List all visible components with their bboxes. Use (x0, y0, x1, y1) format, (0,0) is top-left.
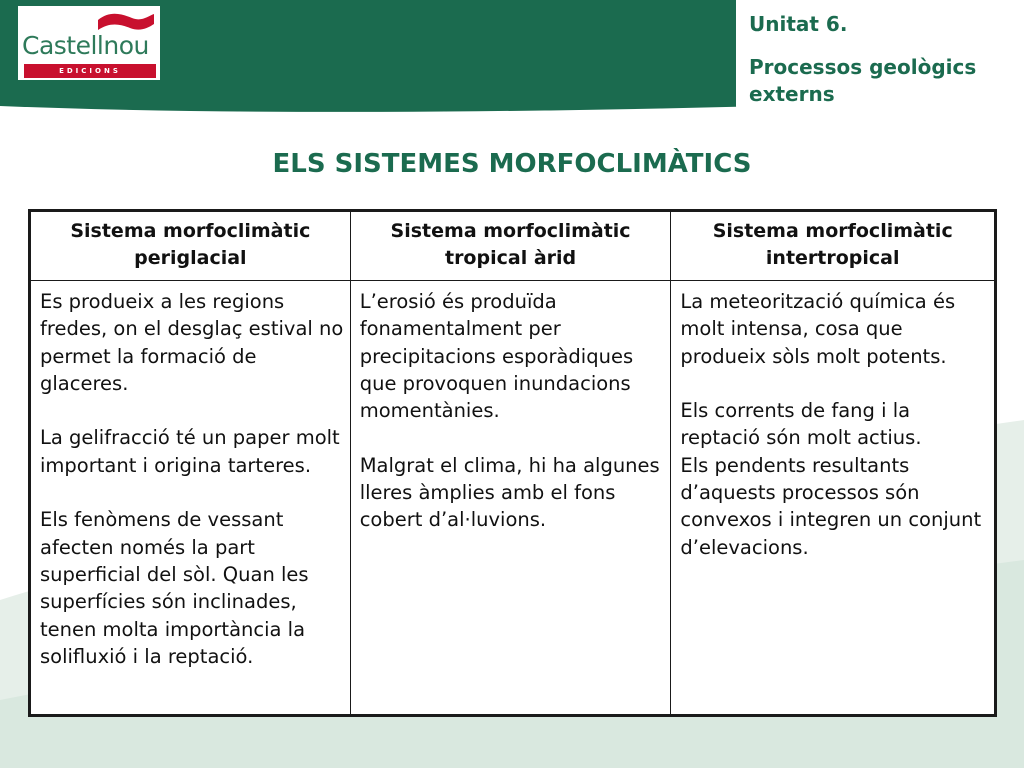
paragraph: La gelifracció té un paper molt important i origina tarteres. (40, 426, 340, 477)
table-row (30, 281, 996, 716)
header-periglacial: Sistema morfoclimàtic periglacial (30, 211, 351, 281)
logo-tagline: EDICIONS (24, 64, 156, 78)
paragraph: L’erosió és produïda fonamentalment per precipitacions esporàdiques que provoquen inundacions momentànies. (359, 290, 634, 423)
header-intertropical: Sistema morfoclimàtic intertropical (671, 211, 996, 281)
paragraph: Es produeix a les regions fredes, on el desglaç estival no permet la formació de glaceres. (40, 290, 344, 395)
paragraph: Els pendents resultants d’aquests processos són convexos i integren un conjunt d’elevacions. (680, 453, 982, 559)
unit-subtitle: Processos geològics externs (749, 55, 977, 106)
cell-periglacial (30, 281, 351, 716)
paragraph: Els corrents de fang i la reptació són molt actius. (680, 399, 922, 450)
page-title: ELS SISTEMES MORFOCLIMÀTICS (272, 149, 752, 179)
table-header-row (30, 211, 996, 281)
systems-table (28, 209, 997, 717)
cell-tropical-arid (350, 281, 671, 716)
paragraph: Malgrat el clima, hi ha algunes lleres àmplies amb el fons cobert d’al·luvions. (359, 453, 660, 532)
publisher-logo (18, 6, 160, 80)
cell-intertropical (671, 281, 996, 716)
header-tropical-arid: Sistema morfoclimàtic tropical àrid (350, 211, 671, 281)
unit-info-box (736, 0, 1024, 116)
paragraph: Els fenòmens de vessant afecten només la part superficial del sòl. Quan les superfícies són inclinades, tenen molta importància la solifluxió i la reptació. (40, 508, 309, 668)
logo-name: Castellnou (22, 31, 149, 60)
paragraph: La meteorització química és molt intensa, cosa que produeix sòls molt potents. (680, 290, 956, 368)
unit-title: Unitat 6. (749, 12, 848, 36)
